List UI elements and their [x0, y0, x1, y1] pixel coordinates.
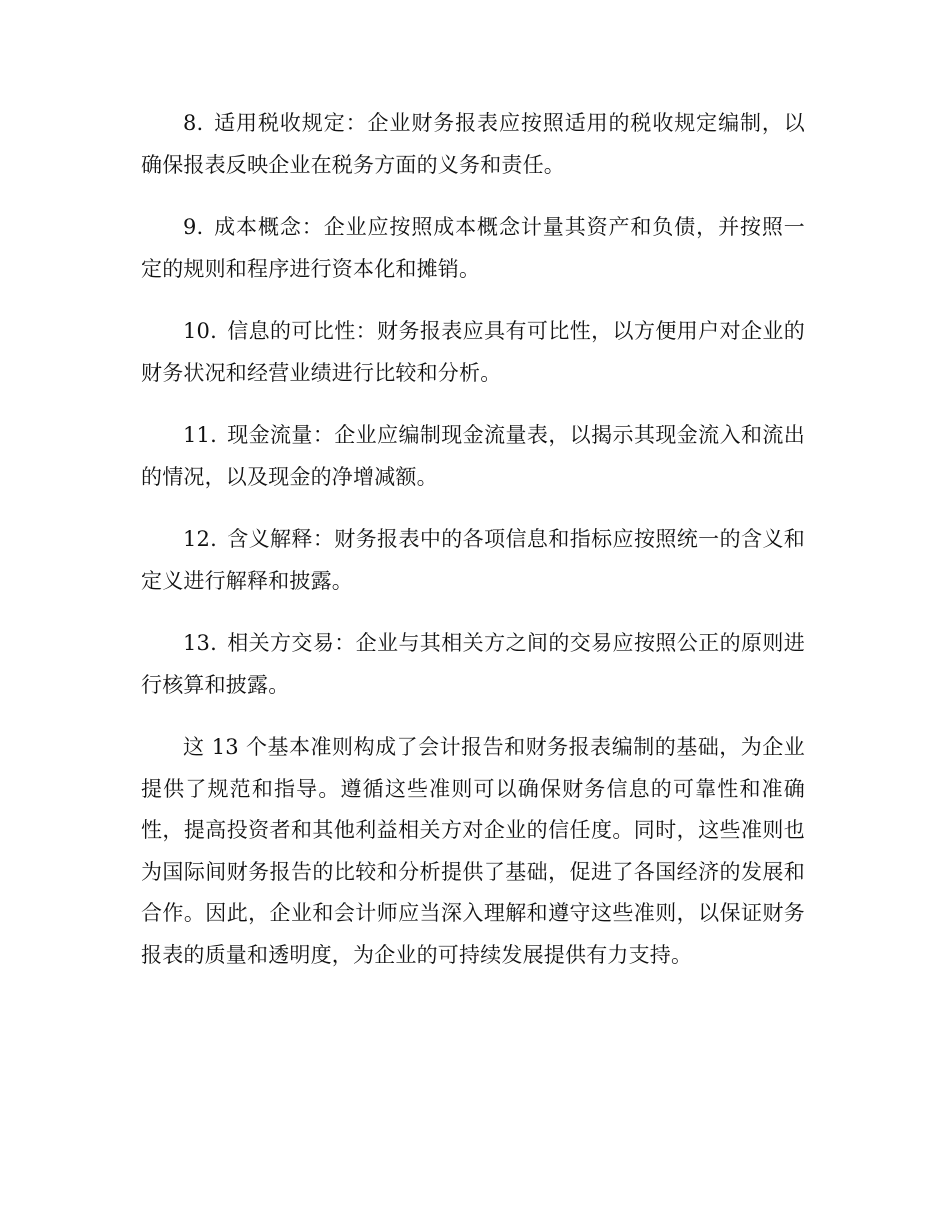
item-number: 10. [183, 319, 217, 343]
item-text: 成本概念：企业应按照成本概念计量其资产和负债，并按照一定的规则和程序进行资本化和摊销。 [141, 215, 805, 281]
list-item [141, 519, 805, 602]
item-number: 12. [183, 527, 217, 551]
item-number: 8. [183, 111, 204, 135]
item-text: 现金流量：企业应编制现金流量表，以揭示其现金流入和流出的情况，以及现金的净增减额。 [141, 423, 805, 489]
item-text: 相关方交易：企业与其相关方之间的交易应按照公正的原则进行核算和披露。 [141, 631, 805, 697]
list-item [141, 415, 805, 498]
list-item [141, 103, 805, 186]
list-item [141, 311, 805, 394]
item-number: 11. [183, 423, 217, 447]
list-item [141, 207, 805, 290]
item-text: 适用税收规定：企业财务报表应按照适用的税收规定编制，以确保报表反映企业在税务方面的义务和责任。 [141, 111, 805, 177]
conclusion-paragraph: 这 13 个基本准则构成了会计报告和财务报表编制的基础，为企业提供了规范和指导。遵循这些准则可以确保财务信息的可靠性和准确性，提高投资者和其他利益相关方对企业的信任度。同时，这些准则也为国际间财务报告的比较和分析提供了基础，促进了各国经济的发展和合作。因此，企业和会计师应当深入理解和遵守这些准则，以保证财务报表的质量和透明度，为企业的可持续发展提供有力支持。 [141, 735, 805, 967]
item-text: 含义解释：财务报表中的各项信息和指标应按照统一的含义和定义进行解释和披露。 [141, 527, 805, 593]
item-number: 13. [183, 631, 217, 655]
item-text: 信息的可比性：财务报表应具有可比性，以方便用户对企业的财务状况和经营业绩进行比较和分析。 [141, 319, 805, 385]
list-item [141, 623, 805, 706]
item-number: 9. [183, 215, 204, 239]
document-page [141, 103, 805, 997]
